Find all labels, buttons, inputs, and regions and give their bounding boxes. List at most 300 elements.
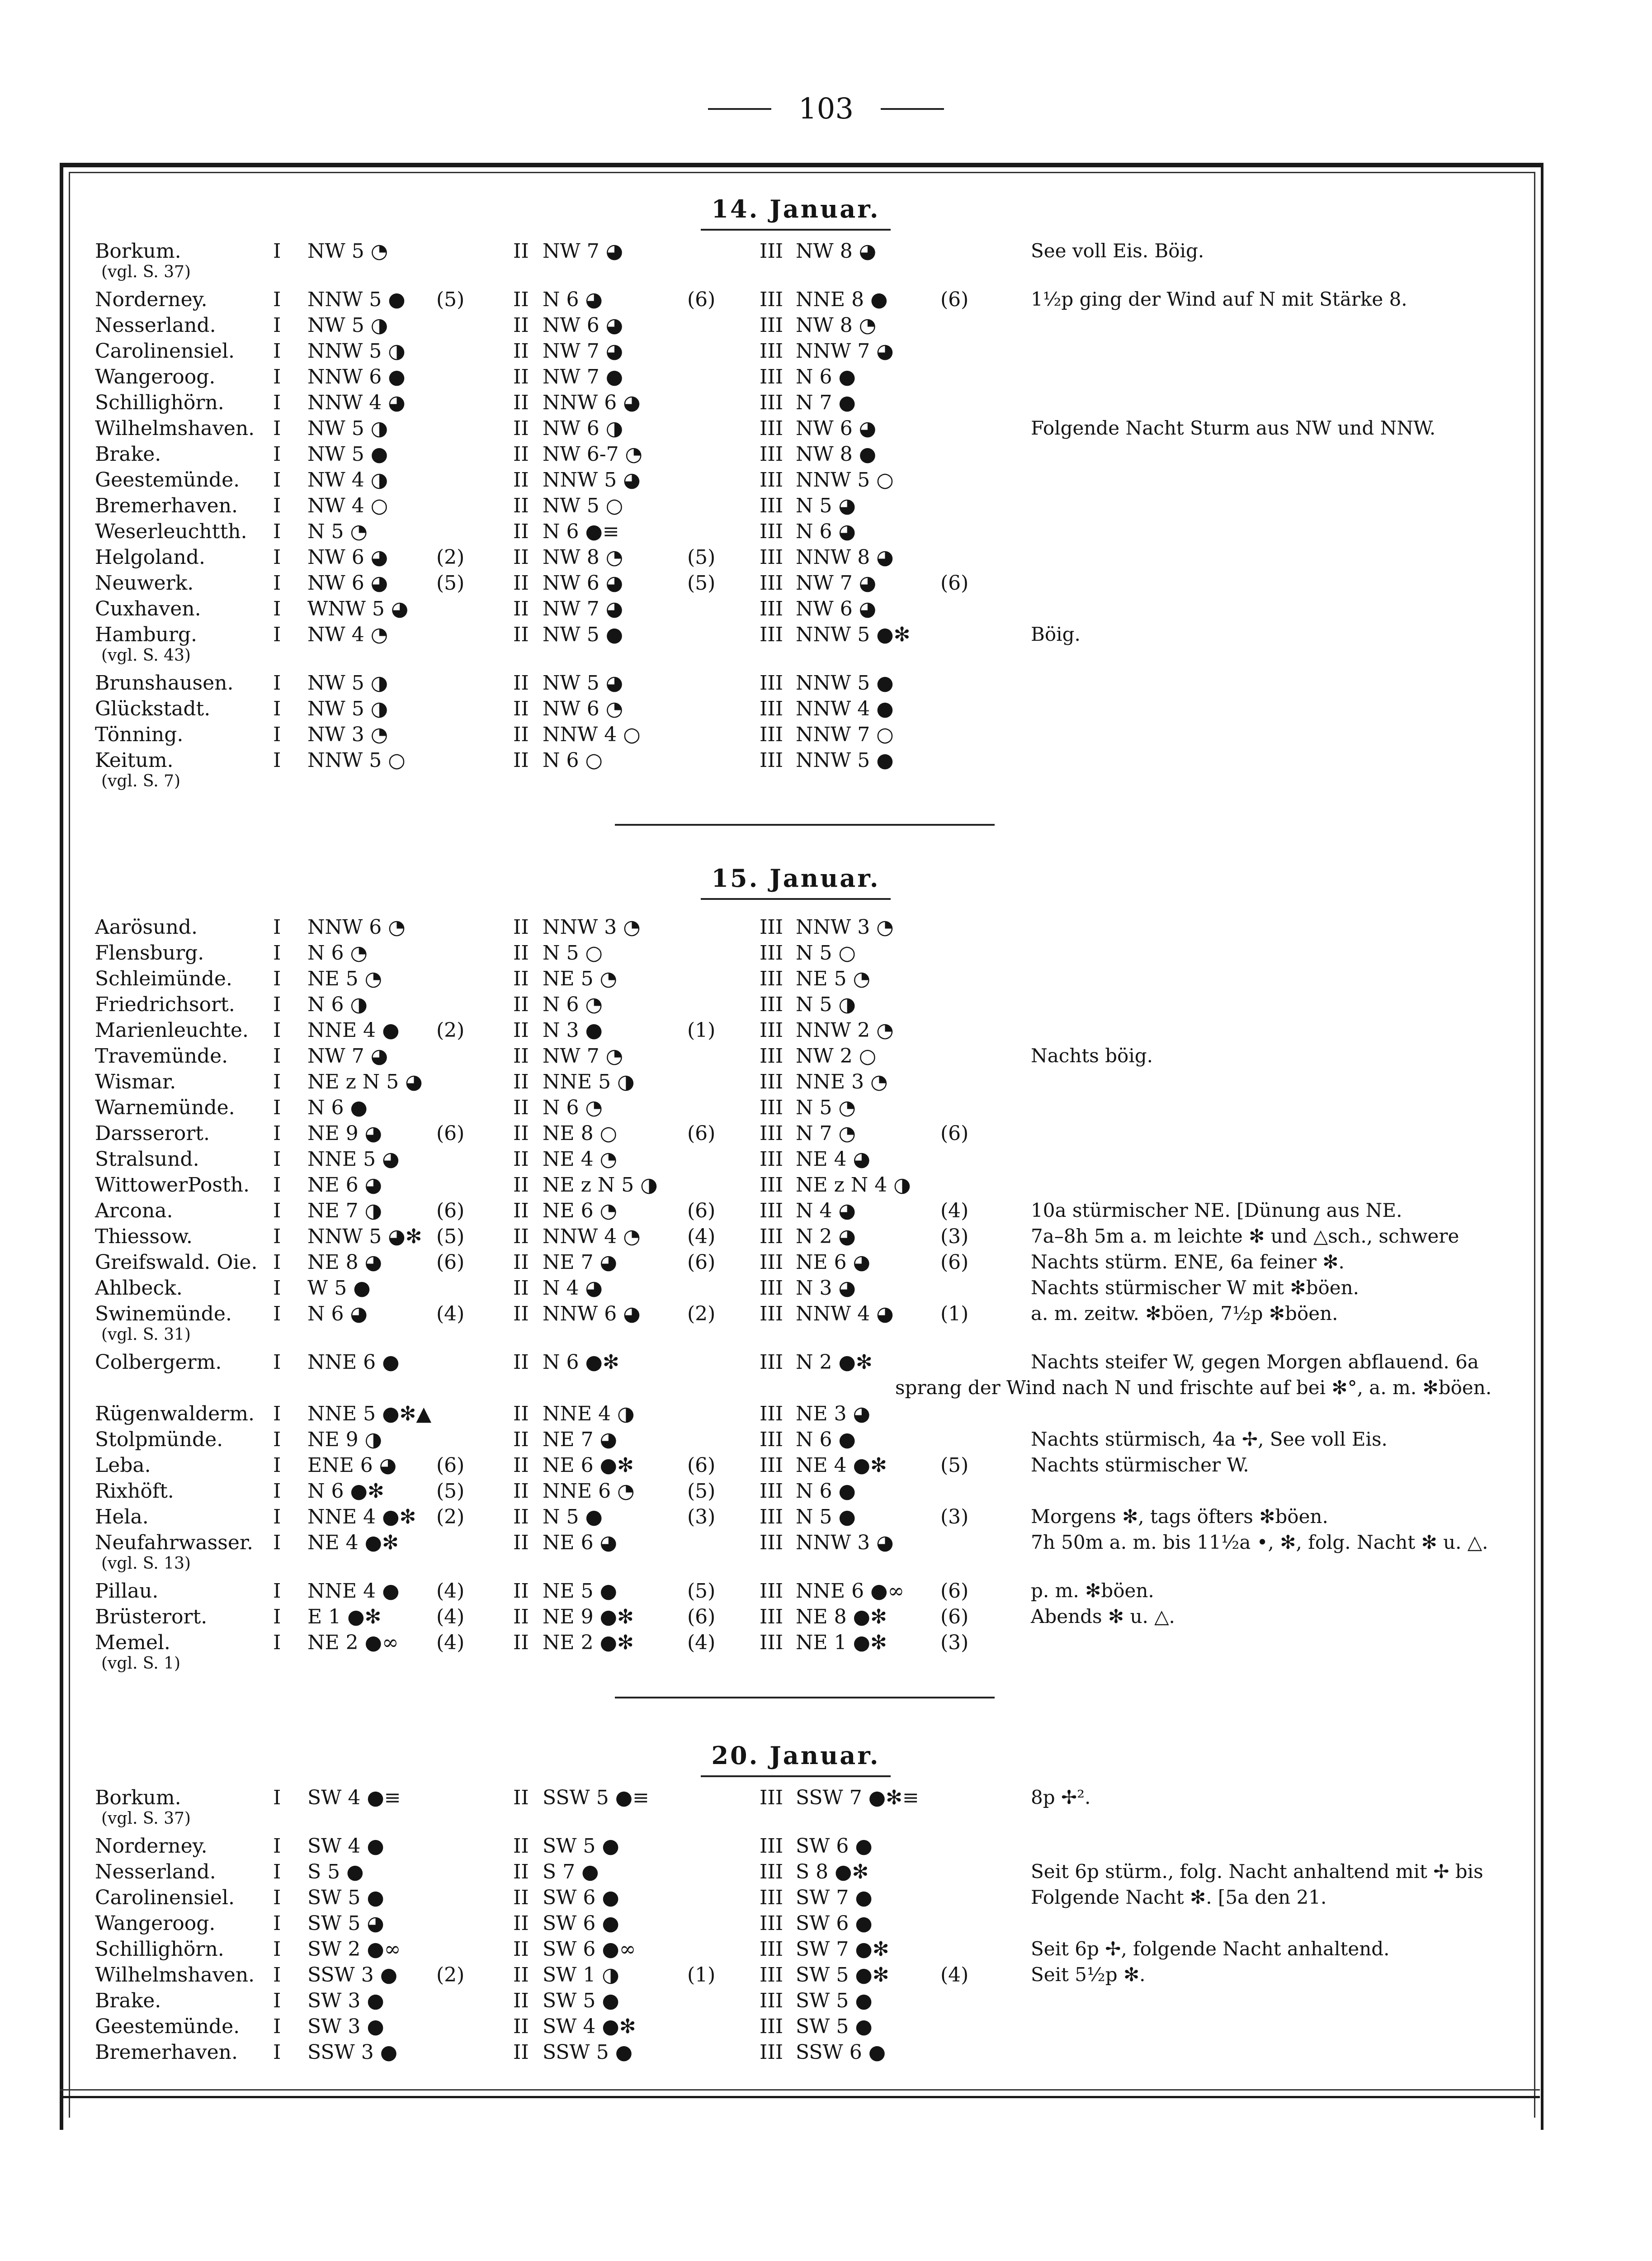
cell-rem: Seit 6p ✢, folgende Nacht anhaltend. (1031, 1938, 1390, 1960)
cell-name: Tönning. (95, 723, 184, 746)
cell-n1: (5) (436, 288, 465, 311)
cell-r3: III (760, 1938, 784, 1961)
cell-name: Rügenwalderm. (95, 1402, 255, 1425)
table-row (90, 1860, 1537, 1886)
cell-r1: I (273, 1786, 281, 1809)
cell-r3: III (760, 597, 784, 620)
cell-o1: NNE 5 ◕ (307, 1148, 400, 1171)
table-row (90, 1148, 1537, 1173)
cell-r3: III (760, 1402, 784, 1425)
cell-r3: III (760, 314, 784, 337)
cell-r3: III (760, 672, 784, 695)
cell-r2: II (513, 391, 529, 414)
cell-o3: NW 7 ◕ (796, 572, 877, 595)
cell-rem: Nachts stürmischer W mit ✻böen. (1031, 1277, 1359, 1299)
cell-rem: p. m. ✻böen. (1031, 1580, 1154, 1602)
table-row (90, 672, 1537, 697)
cell-r1: I (273, 1019, 281, 1042)
reference-line (90, 646, 1537, 672)
cell-o2: N 4 ◕ (543, 1277, 603, 1300)
cell-o1: NNE 4 ● (307, 1580, 400, 1603)
cell-r3: III (760, 468, 784, 492)
cell-r1: I (273, 1835, 281, 1858)
table-row (90, 1938, 1537, 1963)
cell-n2: (6) (687, 1605, 716, 1628)
cell-r1: I (273, 623, 281, 646)
cell-o3: N 5 ○ (796, 941, 856, 965)
cell-n3: (3) (940, 1505, 969, 1528)
cell-rem: 1½p ging der Wind auf N mit Stärke 8. (1031, 288, 1407, 310)
cell-r2: II (513, 1302, 529, 1325)
cell-n1: (4) (436, 1580, 465, 1603)
cell-o2: NW 8 ◔ (543, 546, 623, 569)
cell-o1: NE 9 ◕ (307, 1122, 382, 1145)
station-list-14-januar (90, 240, 1537, 797)
table-row (90, 1173, 1537, 1199)
cell-o2: NNE 5 ◑ (543, 1070, 635, 1093)
table-row (90, 916, 1537, 941)
cell-r2: II (513, 1351, 529, 1374)
cell-o3: S 8 ●✻ (796, 1860, 869, 1883)
cell-name: Carolinensiel. (95, 1886, 235, 1909)
cell-o2: NNW 6 ◕ (543, 391, 641, 414)
cell-r1: I (273, 697, 281, 720)
cell-r1: I (273, 1251, 281, 1274)
cell-r1: I (273, 2041, 281, 2064)
table-row (90, 1835, 1537, 1860)
cell-name: Brake. (95, 1989, 161, 2012)
cell-r2: II (513, 1963, 529, 1987)
cell-o3: NW 2 ○ (796, 1045, 877, 1068)
station-list-20-januar (90, 1786, 1537, 2067)
cell-o3: N 6 ● (796, 1428, 856, 1451)
cell-o1: NE 9 ◑ (307, 1428, 382, 1451)
cell-name: Travemünde. (95, 1045, 228, 1068)
cell-r3: III (760, 520, 784, 543)
cell-o1: NE 2 ●∞ (307, 1631, 399, 1654)
cell-r1: I (273, 1963, 281, 1987)
cell-o1: NW 6 ◕ (307, 546, 388, 569)
cell-name: Schillighörn. (95, 391, 224, 414)
table-row (90, 1454, 1537, 1480)
cell-r1: I (273, 993, 281, 1016)
cell-o2: SW 5 ● (543, 1989, 619, 2012)
cell-r3: III (760, 2015, 784, 2038)
cell-o2: NE 2 ●✻ (543, 1631, 634, 1654)
cell-o2: NE 5 ● (543, 1580, 617, 1603)
cell-r1: I (273, 443, 281, 466)
cell-r3: III (760, 1045, 784, 1068)
cell-o2: NE 5 ◔ (543, 967, 617, 990)
cell-r2: II (513, 916, 529, 939)
cell-o1: NNW 5 ○ (307, 749, 406, 772)
section-separator (615, 824, 995, 826)
cell-o1: N 6 ◑ (307, 993, 368, 1016)
cell-o1: NNW 6 ◔ (307, 916, 406, 939)
table-row (90, 1631, 1537, 1657)
cell-o3: NNW 5 ●✻ (796, 623, 911, 646)
cell-r1: I (273, 1277, 281, 1300)
cell-r3: III (760, 443, 784, 466)
cell-r2: II (513, 1225, 529, 1248)
cell-name: Marienleuchte. (95, 1019, 249, 1042)
cell-r1: I (273, 723, 281, 746)
cell-o1: SW 3 ● (307, 1989, 384, 2012)
cell-n2: (6) (687, 1122, 716, 1145)
cell-r2: II (513, 1786, 529, 1809)
cell-r1: I (273, 597, 281, 620)
cell-r1: I (273, 1148, 281, 1171)
cell-r1: I (273, 1096, 281, 1119)
cell-o3: SW 5 ● (796, 1989, 873, 2012)
table-row (90, 546, 1537, 572)
cell-o3: NE 4 ●✻ (796, 1454, 887, 1477)
cell-r3: III (760, 1096, 784, 1119)
cell-o2: N 6 ◔ (543, 1096, 603, 1119)
cell-name: Friedrichsort. (95, 993, 235, 1016)
cell-o1: NW 3 ◔ (307, 723, 388, 746)
cell-r1: I (273, 2015, 281, 2038)
cell-name: Brake. (95, 443, 161, 466)
cell-name: Warnemünde. (95, 1096, 235, 1119)
cell-o3: N 6 ◕ (796, 520, 856, 543)
reference-note: (vgl. S. 37) (101, 263, 191, 281)
cell-o3: SW 5 ●✻ (796, 1963, 889, 1987)
cell-rem: 7a–8h 5m a. m leichte ✻ und △sch., schwere (1031, 1225, 1459, 1247)
cell-o3: NNW 3 ◕ (796, 1531, 894, 1554)
cell-r3: III (760, 340, 784, 363)
cell-r3: III (760, 1148, 784, 1171)
cell-r1: I (273, 916, 281, 939)
cell-o2: NE 7 ◕ (543, 1428, 617, 1451)
table-row (90, 240, 1537, 265)
cell-n1: (6) (436, 1122, 465, 1145)
table-row (90, 391, 1537, 417)
cell-r2: II (513, 2041, 529, 2064)
cell-o1: NW 5 ◑ (307, 314, 388, 337)
cell-r1: I (273, 1580, 281, 1603)
cell-o1: NW 5 ◑ (307, 697, 388, 720)
cell-n2: (6) (687, 1251, 716, 1274)
cell-o2: N 6 ●✻ (543, 1351, 619, 1374)
cell-o1: S 5 ● (307, 1860, 364, 1883)
cell-o2: NNW 3 ◔ (543, 916, 641, 939)
table-row (90, 1096, 1537, 1122)
cell-r2: II (513, 1019, 529, 1042)
table-row (90, 597, 1537, 623)
cell-r3: III (760, 2041, 784, 2064)
cell-o2: NW 5 ● (543, 623, 623, 646)
cell-r1: I (273, 1351, 281, 1374)
cell-r1: I (273, 288, 281, 311)
cell-o2: NNW 6 ◕ (543, 1302, 641, 1325)
cell-r3: III (760, 1505, 784, 1528)
table-row (90, 1580, 1537, 1605)
cell-o1: SW 2 ●∞ (307, 1938, 401, 1961)
cell-r2: II (513, 365, 529, 388)
cell-r2: II (513, 1454, 529, 1477)
header-rule-left (708, 108, 771, 110)
table-row (90, 572, 1537, 597)
cell-n2: (5) (687, 546, 716, 569)
cell-o3: NNE 8 ● (796, 288, 888, 311)
table-row (90, 1605, 1537, 1631)
cell-o1: NE 8 ◕ (307, 1251, 382, 1274)
cell-o1: NE 6 ◕ (307, 1173, 382, 1197)
cell-o3: N 2 ◕ (796, 1225, 856, 1248)
cell-r1: I (273, 1860, 281, 1883)
cell-o3: SW 6 ● (796, 1912, 873, 1935)
cell-name: Neufahrwasser. (95, 1531, 254, 1554)
table-row (90, 1886, 1537, 1912)
cell-o1: SW 5 ◕ (307, 1912, 384, 1935)
cell-o2: N 6 ◕ (543, 288, 603, 311)
cell-r3: III (760, 240, 784, 263)
cell-rem: Morgens ✻, tags öfters ✻böen. (1031, 1505, 1328, 1528)
reference-note: (vgl. S. 37) (101, 1809, 191, 1828)
table-row (90, 1912, 1537, 1938)
cell-rem: Nachts stürmischer W. (1031, 1454, 1249, 1476)
cell-r2: II (513, 941, 529, 965)
cell-o1: NNW 6 ● (307, 365, 406, 388)
cell-r2: II (513, 1605, 529, 1628)
reference-line (90, 1809, 1537, 1835)
cell-name: Geestemünde. (95, 2015, 240, 2038)
section-title-15-januar: 15. Januar. (678, 864, 913, 900)
cell-rem: Nachts stürm. ENE, 6a feiner ✻. (1031, 1251, 1345, 1273)
cell-r2: II (513, 1938, 529, 1961)
cell-o1: SSW 3 ● (307, 1963, 398, 1987)
cell-o1: N 6 ● (307, 1096, 368, 1119)
cell-r1: I (273, 1428, 281, 1451)
cell-r1: I (273, 417, 281, 440)
cell-name: Darsserort. (95, 1122, 210, 1145)
cell-r2: II (513, 1045, 529, 1068)
cell-n1: (4) (436, 1631, 465, 1654)
cell-n1: (6) (436, 1199, 465, 1222)
cell-r1: I (273, 1912, 281, 1935)
cell-r2: II (513, 1989, 529, 2012)
cell-r3: III (760, 1480, 784, 1503)
cell-r2: II (513, 314, 529, 337)
cell-r3: III (760, 697, 784, 720)
cell-name: Norderney. (95, 288, 208, 311)
header-rule-right (881, 108, 944, 110)
table-row (90, 1428, 1537, 1454)
table-row (90, 314, 1537, 340)
cell-r3: III (760, 391, 784, 414)
cell-name: Bremerhaven. (95, 494, 238, 517)
cell-r3: III (760, 1173, 784, 1197)
cell-name: Greifswald. Oie. (95, 1251, 258, 1274)
cell-r3: III (760, 1428, 784, 1451)
cell-n1: (6) (436, 1251, 465, 1274)
cell-o3: NNW 4 ● (796, 697, 894, 720)
cell-r3: III (760, 916, 784, 939)
cell-r3: III (760, 1605, 784, 1628)
table-row (90, 993, 1537, 1019)
cell-r2: II (513, 749, 529, 772)
cell-o2: NW 6 ◕ (543, 314, 623, 337)
cell-o3: N 4 ◕ (796, 1199, 856, 1222)
cell-r3: III (760, 1580, 784, 1603)
reference-note: (vgl. S. 43) (101, 646, 191, 665)
cell-r1: I (273, 1531, 281, 1554)
cell-name: Flensburg. (95, 941, 204, 965)
cell-rem: See voll Eis. Böig. (1031, 240, 1204, 262)
cell-o3: SSW 6 ● (796, 2041, 886, 2064)
cell-n2: (4) (687, 1631, 716, 1654)
cell-n2: (5) (687, 1480, 716, 1503)
table-row (90, 417, 1537, 443)
cell-o3: NW 8 ◕ (796, 240, 877, 263)
cell-name: Aarösund. (95, 916, 198, 939)
section-separator (615, 1697, 995, 1698)
remark-continuation (90, 1376, 1537, 1402)
cell-o2: NE 7 ◕ (543, 1251, 617, 1274)
cell-o2: NNW 4 ◔ (543, 1225, 641, 1248)
cell-r2: II (513, 1070, 529, 1093)
table-row (90, 2015, 1537, 2041)
cell-o2: NE 4 ◔ (543, 1148, 617, 1171)
table-row (90, 1122, 1537, 1148)
cell-r2: II (513, 494, 529, 517)
cell-o1: N 5 ◔ (307, 520, 368, 543)
cell-n3: (4) (940, 1199, 969, 1222)
table-row (90, 2041, 1537, 2067)
cell-o2: NW 5 ◕ (543, 672, 623, 695)
cell-o3: NNW 3 ◔ (796, 916, 894, 939)
cell-rem: 7h 50m a. m. bis 11½a •, ✻, folg. Nacht ✻ u. △. (1031, 1531, 1488, 1553)
cell-r1: I (273, 1886, 281, 1909)
cell-o1: NW 4 ◔ (307, 623, 388, 646)
cell-o3: NE 5 ◔ (796, 967, 870, 990)
cell-n3: (3) (940, 1225, 969, 1248)
cell-r3: III (760, 1225, 784, 1248)
cell-o1: NW 6 ◕ (307, 572, 388, 595)
cell-name: Cuxhaven. (95, 597, 201, 620)
reference-line (90, 772, 1537, 797)
cell-o3: N 3 ◕ (796, 1277, 856, 1300)
cell-name: Brunshausen. (95, 672, 234, 695)
cell-n3: (6) (940, 1251, 969, 1274)
cell-r2: II (513, 623, 529, 646)
cell-o1: NNE 4 ●✻ (307, 1505, 416, 1528)
cell-o3: NNE 6 ●∞ (796, 1580, 905, 1603)
cell-r3: III (760, 1631, 784, 1654)
cell-r2: II (513, 1505, 529, 1528)
cell-n2: (6) (687, 1199, 716, 1222)
cell-name: Hela. (95, 1505, 149, 1528)
cell-name: Nesserland. (95, 1860, 216, 1883)
cell-o1: NW 4 ○ (307, 494, 388, 517)
cell-name: Wangeroog. (95, 365, 216, 388)
cell-o2: NW 7 ◕ (543, 340, 623, 363)
cell-r3: III (760, 494, 784, 517)
cell-o1: SW 3 ● (307, 2015, 384, 2038)
cell-o3: NE 4 ◕ (796, 1148, 870, 1171)
reference-line (90, 1654, 1537, 1679)
cell-o3: N 2 ●✻ (796, 1351, 873, 1374)
cell-o2: SW 6 ● (543, 1886, 619, 1909)
cell-name: Memel. (95, 1631, 170, 1654)
cell-o1: NNW 5 ● (307, 288, 406, 311)
cell-r3: III (760, 417, 784, 440)
cell-r2: II (513, 1428, 529, 1451)
table-row (90, 1480, 1537, 1505)
cell-r3: III (760, 941, 784, 965)
cell-o3: SW 5 ● (796, 2015, 873, 2038)
cell-rem: Seit 5½p ✻. (1031, 1963, 1146, 1986)
cell-o2: NW 7 ● (543, 365, 623, 388)
cell-r2: II (513, 1860, 529, 1883)
cell-r2: II (513, 967, 529, 990)
cell-r1: I (273, 572, 281, 595)
table-row (90, 1070, 1537, 1096)
table-row (90, 520, 1537, 546)
table-row (90, 1045, 1537, 1070)
cell-r1: I (273, 240, 281, 263)
cell-r2: II (513, 443, 529, 466)
cell-name: Wismar. (95, 1070, 176, 1093)
cell-r2: II (513, 1199, 529, 1222)
cell-o2: NE 6 ◕ (543, 1531, 617, 1554)
cell-n3: (3) (940, 1631, 969, 1654)
cell-o3: N 5 ◑ (796, 993, 856, 1016)
cell-r3: III (760, 1251, 784, 1274)
cell-r3: III (760, 967, 784, 990)
page-number: 103 (798, 92, 854, 126)
cell-r3: III (760, 1912, 784, 1935)
remark-continuation-text: sprang der Wind nach N und frischte auf bei ✻°, a. m. ✻böen. (895, 1376, 1492, 1399)
cell-o1: SW 5 ● (307, 1886, 384, 1909)
cell-r2: II (513, 546, 529, 569)
cell-name: Thiessow. (95, 1225, 193, 1248)
cell-n1: (4) (436, 1605, 465, 1628)
cell-o3: NE 6 ◕ (796, 1251, 870, 1274)
cell-o1: NW 5 ◑ (307, 417, 388, 440)
cell-n3: (6) (940, 572, 969, 595)
cell-r3: III (760, 1122, 784, 1145)
cell-o2: N 6 ●≡ (543, 520, 619, 543)
cell-o2: NW 6 ◕ (543, 572, 623, 595)
cell-o1: NW 5 ◔ (307, 240, 388, 263)
cell-r3: III (760, 572, 784, 595)
cell-r3: III (760, 1989, 784, 2012)
cell-r2: II (513, 1631, 529, 1654)
cell-o2: NE 8 ○ (543, 1122, 617, 1145)
table-row (90, 340, 1537, 365)
table-row (90, 443, 1537, 468)
cell-n1: (2) (436, 1963, 465, 1987)
table-row (90, 1505, 1537, 1531)
cell-r2: II (513, 1122, 529, 1145)
cell-name: Nesserland. (95, 314, 216, 337)
table-row (90, 1199, 1537, 1225)
cell-name: Helgoland. (95, 546, 205, 569)
cell-o2: SSW 5 ● (543, 2041, 633, 2064)
cell-r1: I (273, 1122, 281, 1145)
cell-name: Stolpmünde. (95, 1428, 223, 1451)
cell-o2: NNW 5 ◕ (543, 468, 641, 492)
cell-n1: (5) (436, 572, 465, 595)
cell-o2: N 6 ○ (543, 749, 603, 772)
table-row (90, 468, 1537, 494)
cell-r2: II (513, 2015, 529, 2038)
cell-r3: III (760, 365, 784, 388)
cell-name: Wangeroog. (95, 1912, 216, 1935)
cell-r2: II (513, 572, 529, 595)
